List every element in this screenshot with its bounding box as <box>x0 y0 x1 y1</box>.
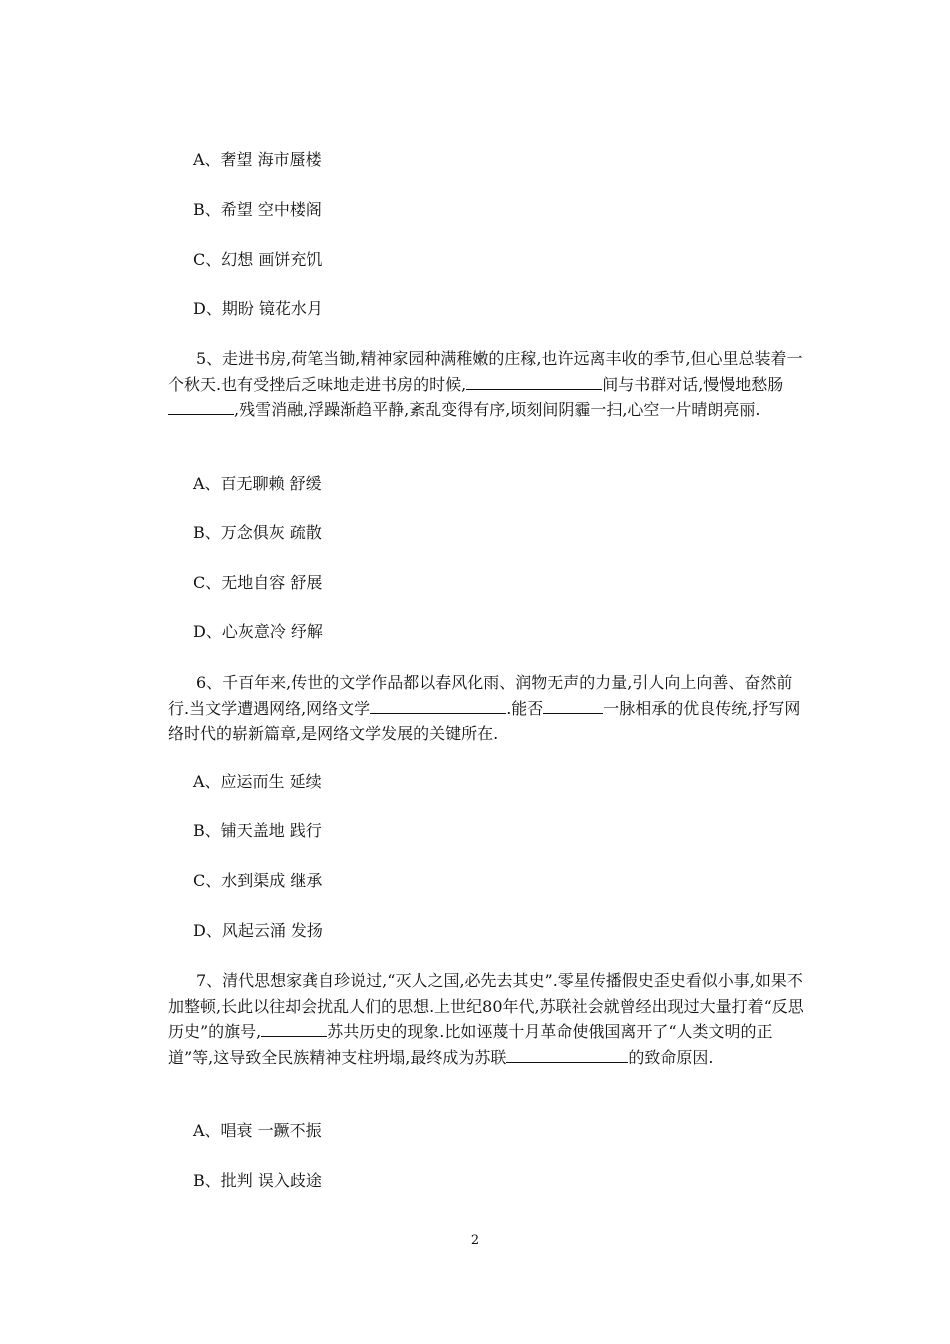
q4-option-c: C、幻想 画饼充饥 <box>193 250 323 269</box>
q5-option-c: C、无地自容 舒展 <box>193 573 323 592</box>
q6-option-d: D、风起云涌 发扬 <box>193 921 323 940</box>
q5-option-b: B、万念俱灰 疏散 <box>193 523 322 542</box>
question-6 <box>168 670 808 747</box>
q6-option-b: B、铺天盖地 践行 <box>193 821 322 840</box>
q6-text-1: 6、千百年来,传世的文学作品都以春风化雨、润物无声的力量,引人向上向善、奋然前行.当文学遭遇网络,网络文学 <box>168 673 793 718</box>
q5-blank-2 <box>168 398 234 415</box>
q4-option-b: B、希望 空中楼阁 <box>193 200 322 219</box>
q4-option-d: D、期盼 镜花水月 <box>193 299 323 318</box>
q6-text-2: .能否 <box>506 698 544 718</box>
q5-text-3: ,残雪消融,浮躁渐趋平静,紊乱变得有序,顷刻间阴霾一扫,心空一片晴朗亮丽. <box>234 400 761 419</box>
q5-blank-1 <box>466 373 602 390</box>
q6-option-a: A、应运而生 延续 <box>193 772 322 791</box>
q7-text-2: 苏共历史的现象.比如诬蔑十月革命使俄国离开了“人类文明的正道”等,这导致全民族精神支柱坍塌,最终成为苏联 <box>168 1022 773 1067</box>
q6-option-c: C、水到渠成 继承 <box>193 871 323 890</box>
q7-option-a: A、唱衰 一蹶不振 <box>193 1121 322 1140</box>
q6-blank-2 <box>543 697 603 714</box>
q7-blank-1 <box>261 1020 327 1037</box>
q4-option-a: A、奢望 海市蜃楼 <box>193 150 322 169</box>
q5-text-1: 5、走进书房,荷笔当锄,精神家园种满稚嫩的庄稼,也许远离丰收的季节,但心里总装着一个秋天.也有受挫后乏味地走进书房的时候, <box>168 349 803 394</box>
q6-blank-1 <box>370 697 506 714</box>
q7-text-1: 7、清代思想家龚自珍说过,“灭人之国,必先去其史”.零星传播假史歪史看似小事,如果不加整顿,长此以往却会扰乱人们的思想.上世纪80年代,苏联社会就曾经出现过大量打着“反思历史”的旗号, <box>168 971 804 1041</box>
question-5 <box>168 346 808 423</box>
q5-option-a: A、百无聊赖 舒缓 <box>193 474 322 493</box>
q5-text-2: 间与书群对话,慢慢地愁肠 <box>602 374 784 394</box>
q7-option-b: B、批判 误入歧途 <box>193 1171 322 1190</box>
q7-text-3: 的致命原因. <box>628 1047 714 1067</box>
q5-option-d: D、心灰意冷 纾解 <box>193 622 323 641</box>
q7-blank-2 <box>506 1046 628 1063</box>
q6-text-3: 一脉相承的优良传统,抒写网络时代的崭新篇章,是网络文学发展的关键所在. <box>168 698 801 743</box>
question-7 <box>168 968 808 1070</box>
page-number: 2 <box>470 1233 480 1248</box>
